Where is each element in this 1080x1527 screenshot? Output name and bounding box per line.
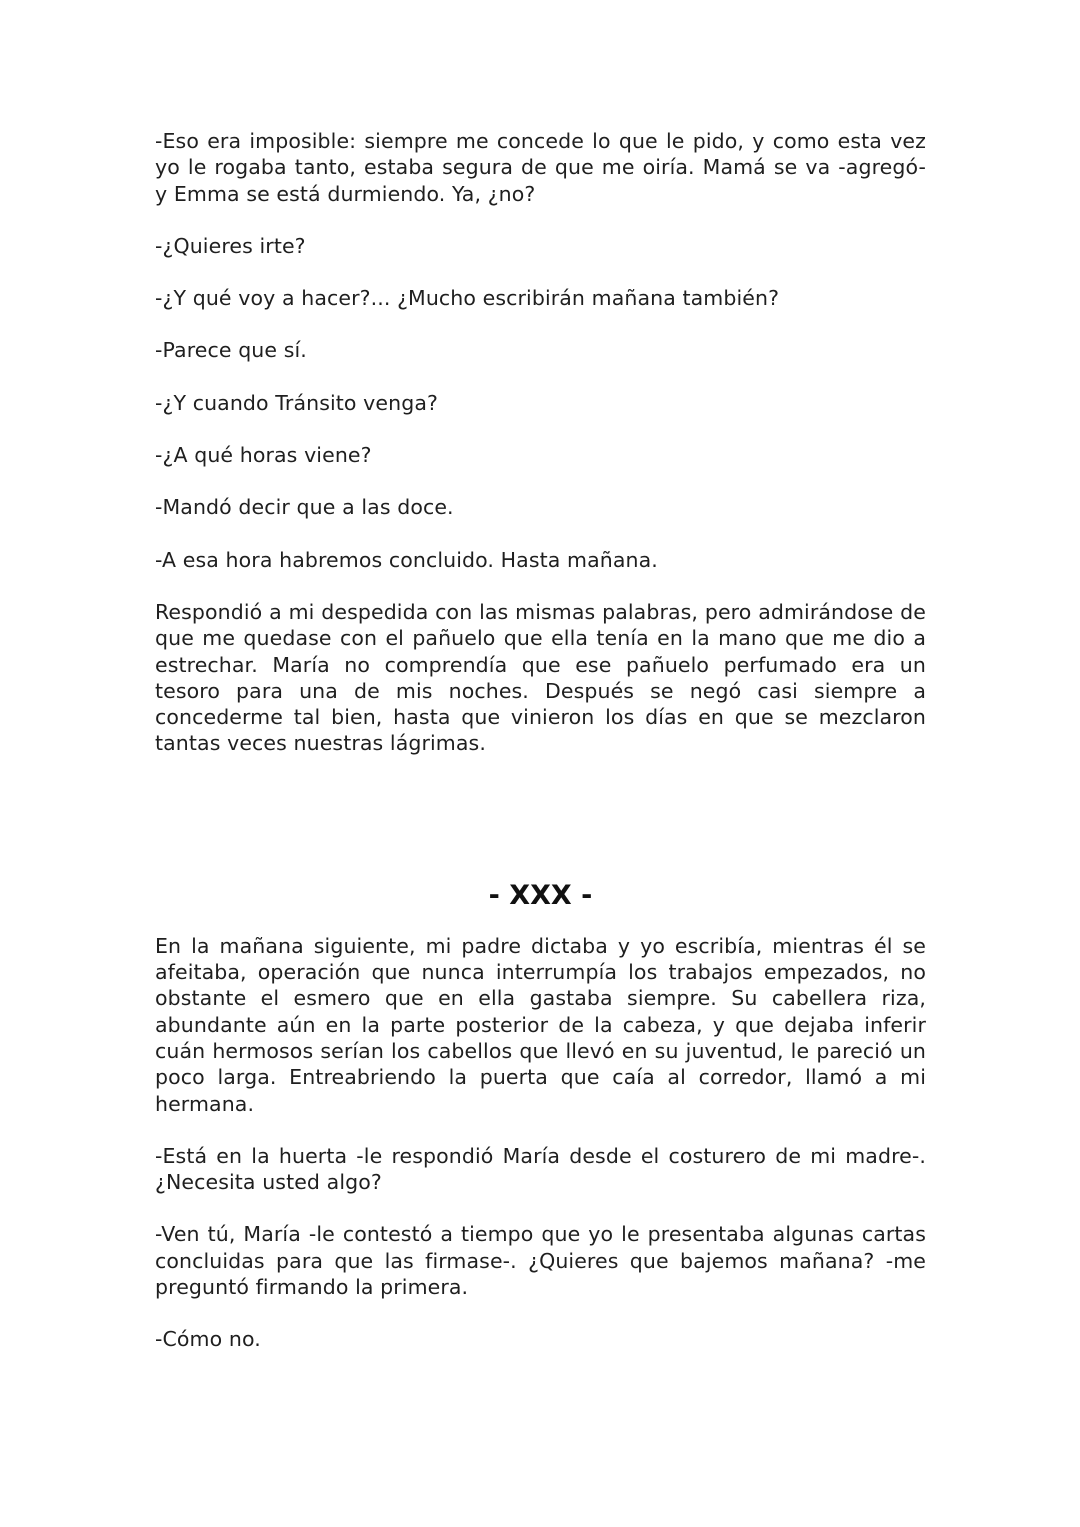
paragraph: En la mañana siguiente, mi padre dictaba y yo escribía, mientras él se afeitaba, operación que nunca interrumpía los trabajos empezados, no obstante el esmero que en ella gastaba siempre. Su cabellera riza, abundante aún en la parte posterior de la cabeza, y que dejaba inferir cuán hermosos serían los cabellos que llevó en su juventud, le pareció un poco larga. Entreabriendo la puerta que caía al corredor, llamó a mi hermana. — [155, 933, 926, 1116]
paragraph: -Está en la huerta -le respondió María desde el costurero de mi madre-. ¿Necesita usted algo? — [155, 1143, 926, 1195]
paragraph: -Ven tú, María -le contestó a tiempo que yo le presentaba algunas cartas concluidas para que las firmase-. ¿Quieres que bajemos mañana? -me preguntó firmando la primera. — [155, 1222, 926, 1300]
paragraph: -Cómo no. — [155, 1327, 261, 1352]
paragraph: -A esa hora habremos concluido. Hasta mañana. — [155, 547, 658, 572]
paragraph: -¿Quieres irte? — [155, 233, 306, 258]
paragraph: -¿Y cuando Tránsito venga? — [155, 390, 438, 415]
section-spacer — [155, 913, 926, 933]
paragraph: -¿A qué horas viene? — [155, 443, 372, 468]
paragraph: Respondió a mi despedida con las mismas palabras, pero admirándose de que me quedase con el pañuelo que ella tenía en la mano que me dio a estrechar. María no comprendía que ese pañuelo perfumado era un tesoro para una de mis noches. Después se negó casi siempre a concederme tal bien, hasta que vinieron los días en que se mezclaron tantas veces nuestras lágrimas. — [155, 599, 926, 756]
paragraph: -Eso era imposible: siempre me concede lo que le pido, y como esta vez yo le rogaba tanto, estaba segura de que me oiría. Mamá se va -agregó- y Emma se está durmiendo. Ya, ¿no? — [155, 129, 926, 206]
paragraph: -Parece que sí. — [155, 338, 307, 363]
chapter-heading: - XXX - — [488, 879, 593, 911]
paragraph: -¿Y qué voy a hacer?... ¿Mucho escribirán mañana también? — [155, 286, 780, 311]
document-page — [155, 128, 926, 1379]
paragraph: -Mandó decir que a las doce. — [155, 495, 454, 520]
section-spacer — [155, 757, 926, 879]
